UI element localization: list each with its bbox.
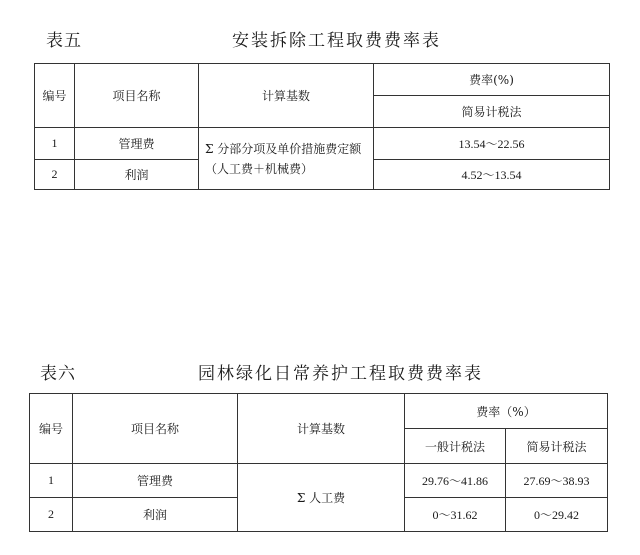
- header-no: 编号: [30, 394, 73, 464]
- header-item: 项目名称: [75, 64, 199, 128]
- table6-title: 园林绿化日常养护工程取费费率表: [198, 364, 483, 384]
- header-general: 一般计税法: [405, 429, 506, 464]
- row-item: 管理费: [73, 464, 238, 498]
- header-rate: 费率（%）: [405, 394, 608, 429]
- header-basis: 计算基数: [238, 394, 405, 464]
- row-item: 管理费: [75, 128, 199, 160]
- row-simple-rate: 4.52～13.54: [374, 160, 610, 190]
- row-item: 利润: [75, 160, 199, 190]
- table5-label: 表五: [46, 31, 82, 51]
- row-no: 2: [35, 160, 75, 190]
- table6: [29, 393, 608, 532]
- table6-label: 表六: [40, 364, 76, 384]
- row-simple-rate: 0～29.42: [506, 498, 608, 532]
- row-item: 利润: [73, 498, 238, 532]
- row-no: 1: [35, 128, 75, 160]
- row-no: 1: [30, 464, 73, 498]
- basis-cell: Σ 分部分项及单价措施费定额（人工费＋机械费）: [199, 128, 374, 190]
- header-no: 编号: [35, 64, 75, 128]
- header-rate: 费率(%): [374, 64, 610, 96]
- basis-cell: Σ 人工费: [238, 464, 405, 532]
- header-simple: 简易计税法: [506, 429, 608, 464]
- header-basis: 计算基数: [199, 64, 374, 128]
- table5: [34, 63, 610, 190]
- row-general-rate: 29.76～41.86: [405, 464, 506, 498]
- header-item: 项目名称: [73, 394, 238, 464]
- row-no: 2: [30, 498, 73, 532]
- row-simple-rate: 27.69～38.93: [506, 464, 608, 498]
- table5-title: 安装拆除工程取费费率表: [232, 31, 441, 51]
- row-simple-rate: 13.54～22.56: [374, 128, 610, 160]
- row-general-rate: 0～31.62: [405, 498, 506, 532]
- header-simple: 简易计税法: [374, 96, 610, 128]
